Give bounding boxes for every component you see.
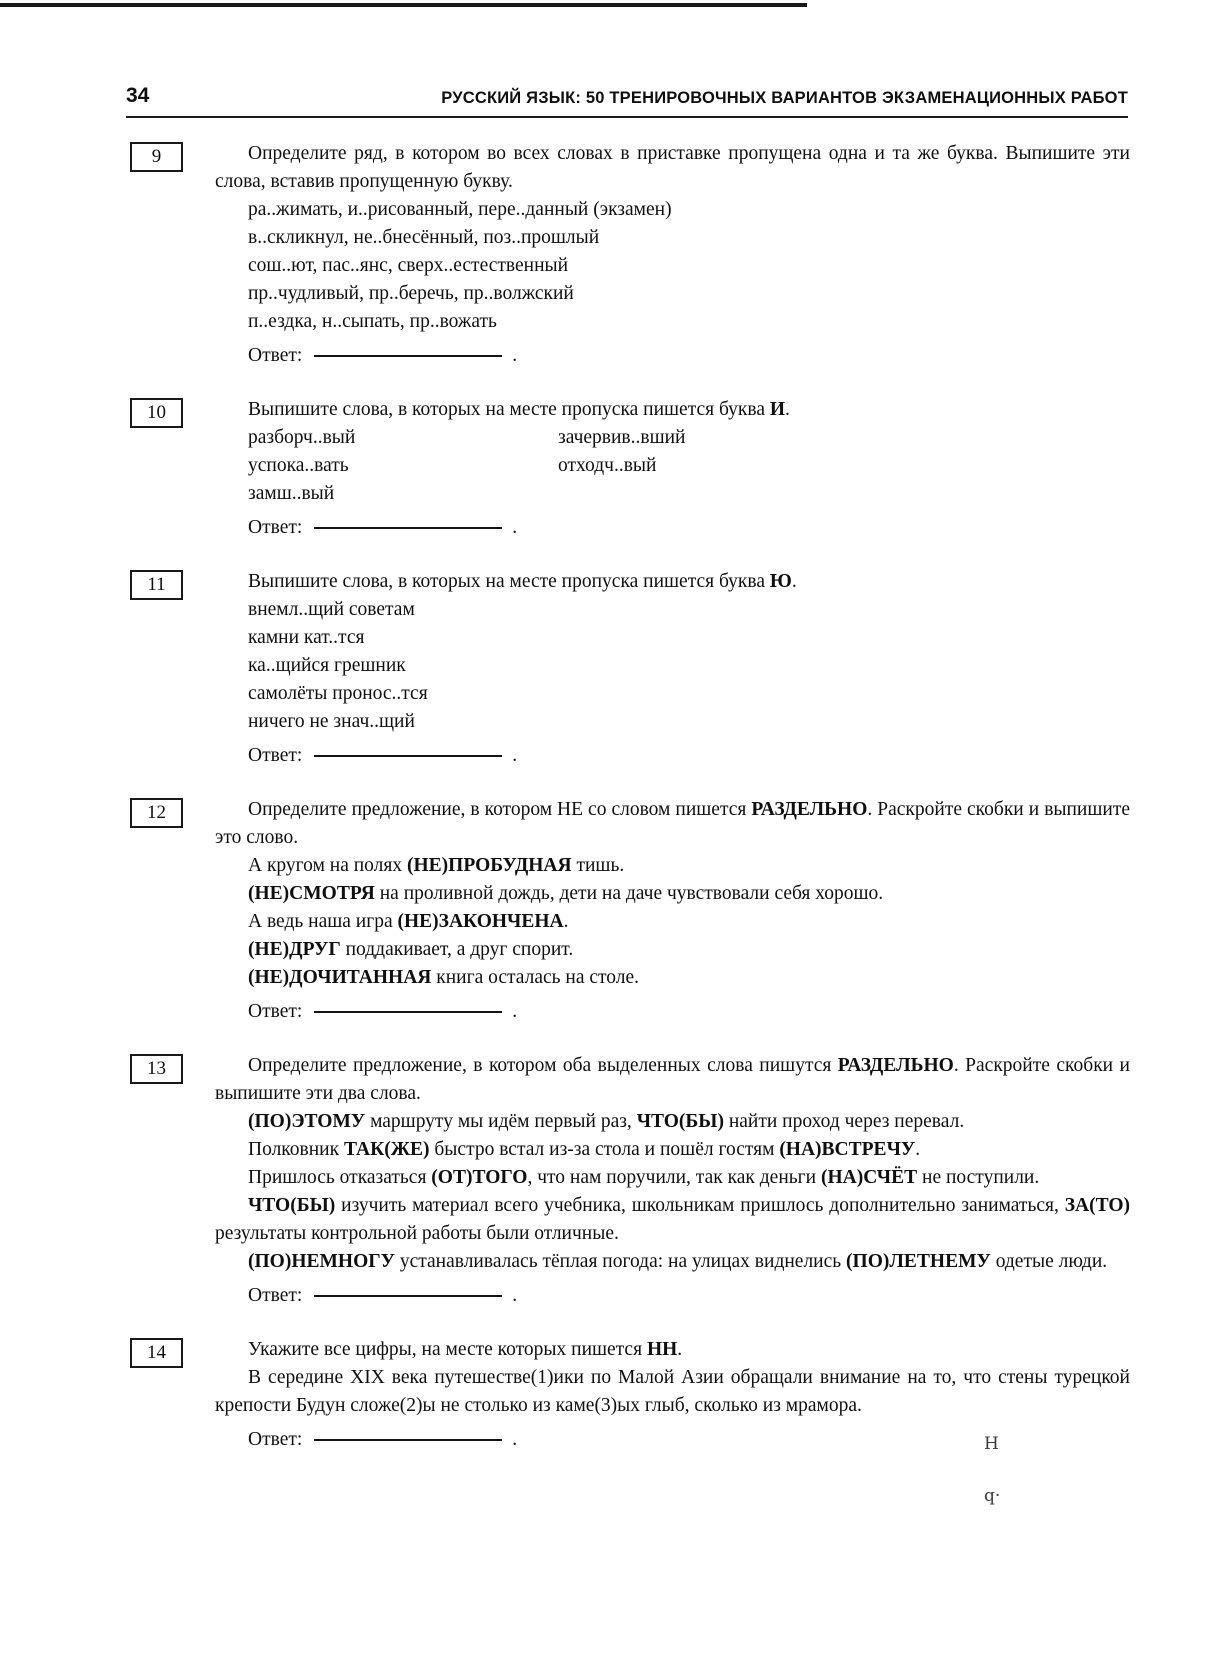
task-option: внемл..щий советам: [248, 599, 415, 620]
task-option: ничего не знач..щий: [248, 711, 415, 732]
answer-row: [248, 1282, 1130, 1310]
answer-period: .: [512, 1429, 518, 1450]
answer-blank[interactable]: [314, 1295, 502, 1297]
answer-blank[interactable]: [314, 527, 502, 529]
header-rule: [126, 116, 1128, 118]
options-columns: [248, 424, 1130, 508]
task-prompt: Определите предложение, в котором оба выделенных слова пишутся РАЗДЕЛЬНО. Раскройте скобки и выпишите эти два слова.: [215, 1055, 1130, 1104]
task-option: Пришлось отказаться (ОТ)ТОГО, что нам поручили, так как деньги (НА)СЧЁТ не поступили.: [248, 1167, 1040, 1188]
task-option: (НЕ)СМОТРЯ на проливной дождь, дети на даче чувствовали себя хорошо.: [248, 883, 884, 904]
answer-period: .: [512, 345, 518, 366]
answer-label: Ответ:: [248, 1429, 303, 1450]
answer-blank[interactable]: [314, 355, 502, 357]
task-option: п..ездка, н..сыпать, пр..вожать: [248, 311, 497, 332]
answer-period: .: [512, 1001, 518, 1022]
page-header-title: РУССКИЙ ЯЗЫК: 50 ТРЕНИРОВОЧНЫХ ВАРИАНТОВ ЭКЗАМЕНАЦИОННЫХ РАБОТ: [441, 89, 1128, 107]
task-option: (ПО)НЕМНОГУ устанавливалась тёплая погода: на улицах виднелись (ПО)ЛЕТНЕМУ одетые люди.: [248, 1251, 1108, 1272]
task-number-box: 12: [130, 798, 183, 828]
task-option: ка..щийся грешник: [248, 655, 406, 676]
answer-label: Ответ:: [248, 1285, 303, 1306]
task-number-box: 9: [130, 142, 183, 172]
task-prompt: Определите ряд, в котором во всех словах в приставке пропущена одна и та же буква. Выпишите эти слова, вставив пропущенную букву.: [215, 143, 1130, 192]
task-option: (НЕ)ДОЧИТАННАЯ книга осталась на столе.: [248, 967, 640, 988]
task-option: ра..жимать, и..рисованный, пере..данный (экзамен): [248, 199, 672, 220]
task-number-box: 10: [130, 398, 183, 428]
task-option: А ведь наша игра (НЕ)ЗАКОНЧЕНА.: [248, 911, 569, 932]
task-option: пр..чудливый, пр..беречь, пр..волжский: [248, 283, 574, 304]
answer-blank[interactable]: [314, 1439, 502, 1441]
options-column-left: [248, 424, 558, 508]
task-11: [130, 568, 1130, 770]
answer-blank[interactable]: [314, 1011, 502, 1013]
page-number: 34: [126, 84, 150, 107]
task-14: [130, 1336, 1130, 1454]
task-13: [130, 1052, 1130, 1310]
task-option: А кругом на полях (НЕ)ПРОБУДНАЯ тишь.: [248, 855, 625, 876]
task-option: замш..вый: [248, 483, 335, 504]
answer-blank[interactable]: [314, 755, 502, 757]
answer-label: Ответ:: [248, 745, 303, 766]
task-option: ЧТО(БЫ) изучить материал всего учебника, школьникам пришлось дополнительно заниматься, ЗА(ТО) результаты контрольной работы были отличные.: [215, 1195, 1130, 1244]
task-option: самолёты пронос..тся: [248, 683, 428, 704]
page-header: [126, 84, 1128, 108]
task-option: успока..вать: [248, 455, 349, 476]
task-option: (ПО)ЭТОМУ маршруту мы идём первый раз, ЧТО(БЫ) найти проход через перевал.: [248, 1111, 965, 1132]
answer-row: [248, 514, 1130, 542]
task-option: (НЕ)ДРУГ поддакивает, а друг спорит.: [248, 939, 574, 960]
task-number-box: 11: [130, 570, 183, 600]
answer-label: Ответ:: [248, 345, 303, 366]
stray-mark: Н: [984, 1434, 999, 1454]
task-prompt: Выпишите слова, в которых на месте пропуска пишется буква Ю.: [248, 571, 797, 592]
answer-row: [248, 742, 1130, 770]
task-body-text: В середине XIX века путешестве(1)ики по Малой Азии обращали внимание на то, что стены турецкой крепости Будун сложе(2)ы не столько из каме(3)ых глыб, сколько из мрамора.: [215, 1367, 1130, 1416]
answer-period: .: [512, 517, 518, 538]
task-option: сош..ют, пас..янс, сверх..естественный: [248, 255, 569, 276]
task-12: [130, 796, 1130, 1026]
answer-row: [248, 998, 1130, 1026]
options-column-right: [558, 424, 685, 508]
task-option: в..скликнул, не..бнесённый, поз..прошлый: [248, 227, 600, 248]
task-option: отходч..вый: [558, 455, 657, 476]
answer-period: .: [512, 1285, 518, 1306]
task-option: зачервив..вший: [558, 427, 686, 448]
answer-label: Ответ:: [248, 1001, 303, 1022]
answer-period: .: [512, 745, 518, 766]
task-option: Полковник ТАК(ЖЕ) быстро встал из-за стола и пошёл гостям (НА)ВСТРЕЧУ.: [248, 1139, 921, 1160]
task-number-box: 13: [130, 1054, 183, 1084]
task-option: разборч..вый: [248, 427, 356, 448]
task-9: [130, 140, 1130, 370]
answer-row: [248, 342, 1130, 370]
page-content: [130, 140, 1130, 1480]
scan-artifact-line: [0, 3, 807, 7]
answer-label: Ответ:: [248, 517, 303, 538]
task-prompt: Выпишите слова, в которых на месте пропуска пишется буква И.: [248, 399, 790, 420]
task-prompt: Укажите все цифры, на месте которых пишется НН.: [248, 1339, 683, 1360]
task-option: камни кат..тся: [248, 627, 365, 648]
stray-mark: q·: [984, 1486, 1001, 1506]
task-prompt: Определите предложение, в котором НЕ со словом пишется РАЗДЕЛЬНО. Раскройте скобки и выпишите это слово.: [215, 799, 1130, 848]
task-number-box: 14: [130, 1338, 183, 1368]
task-10: [130, 396, 1130, 542]
